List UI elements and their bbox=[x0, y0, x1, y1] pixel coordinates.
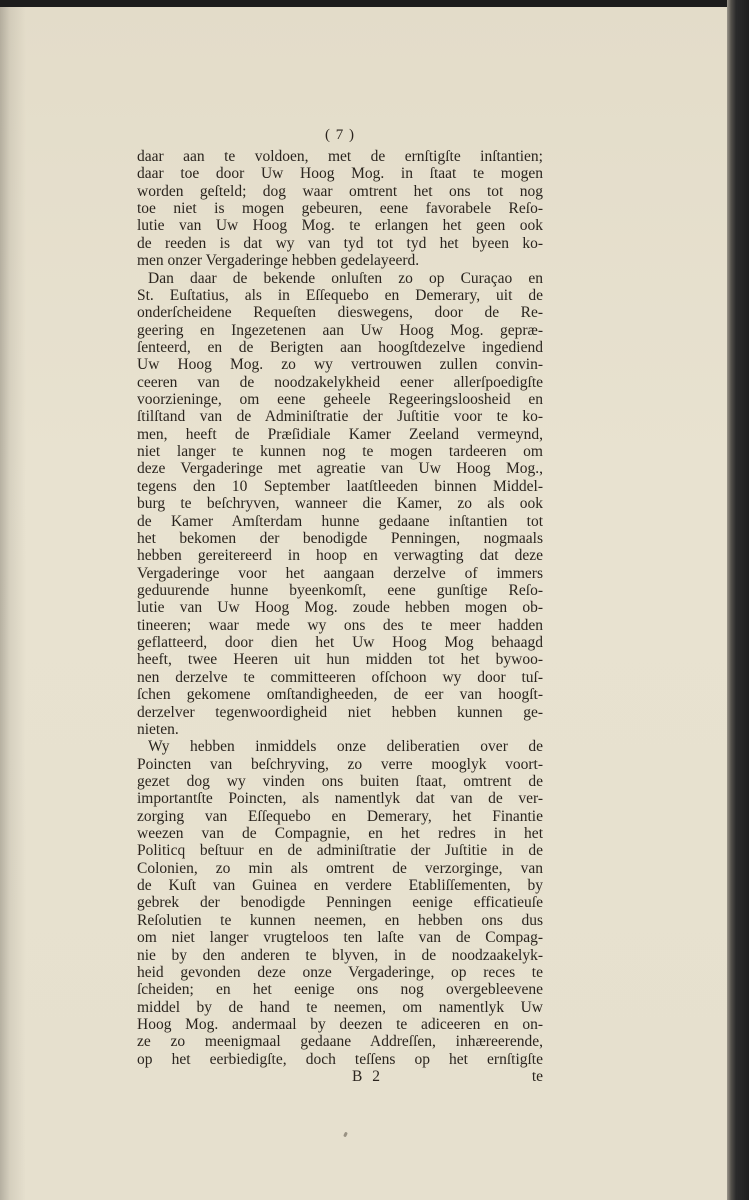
body-text bbox=[137, 148, 543, 1068]
text-line: lutie van Uw Hoog Mog. te erlangen het geen ook bbox=[137, 217, 543, 235]
text-line: tegens den 10 September laatſtleeden binnen Middel- bbox=[137, 477, 543, 495]
text-line: om niet langer vrugteloos ten laſte van de Compag- bbox=[137, 929, 543, 947]
text-line: Vergaderinge voor het aangaan derzelve of immers bbox=[137, 564, 543, 582]
text-line: St. Euſtatius, als in Eſſequebo en Demerary, uit de bbox=[137, 286, 543, 304]
text-line: lutie van Uw Hoog Mog. zoude hebben mogen ob- bbox=[137, 599, 543, 617]
text-line: Politicq beſtuur en de adminiſtratie der Juſtitie in de bbox=[137, 842, 543, 860]
text-line: toe niet is mogen gebeuren, eene favorabele Reſo- bbox=[137, 200, 543, 218]
text-line: ceeren van de noodzakelykheid eener allerſpoedigſte bbox=[137, 373, 543, 391]
text-line: Poincten van beſchryving, zo verre mooglyk voort- bbox=[137, 755, 543, 773]
signature-mark: B 2 bbox=[352, 1068, 383, 1085]
text-line: heeft, twee Heeren uit hun midden tot het bywoo- bbox=[137, 651, 543, 669]
text-line: daar toe door Uw Hoog Mog. in ſtaat te mogen bbox=[137, 165, 543, 183]
text-line: men onzer Vergaderinge hebben gedelayeerd. bbox=[137, 252, 420, 270]
text-line: voorzieninge, om eene geheele Regeeringsloosheid en bbox=[137, 391, 543, 409]
text-line: niet langer te kunnen nog te mogen tardeeren om bbox=[137, 443, 543, 461]
text-line: Dan daar de bekende onluſten zo op Curaçao en bbox=[148, 269, 543, 287]
text-line: de Kuſt van Guinea en verdere Etabliſſementen, by bbox=[137, 877, 543, 895]
text-line: middel by de hand te neemen, om namentlyk Uw bbox=[137, 998, 543, 1016]
text-line: ſtilſtand van de Adminiſtratie der Juſtitie voor te ko- bbox=[137, 408, 543, 426]
text-line: men, heeft de Præſidiale Kamer Zeeland vermeynd, bbox=[137, 425, 543, 443]
text-line: gebrek der benodigde Penningen eenige efficatieuſe bbox=[137, 894, 543, 912]
text-line: de Kamer Amſterdam hunne gedaane inſtantien tot bbox=[137, 512, 543, 530]
text-line: nieten. bbox=[137, 720, 179, 738]
scan-border-right bbox=[727, 0, 749, 1200]
text-line: Reſolutien te kunnen neemen, en hebben ons dus bbox=[137, 911, 543, 929]
text-line: heid gevonden deze onze Vergaderinge, op reces te bbox=[137, 963, 543, 981]
text-line: ze zo meenigmaal gedaane Addreſſen, inhæreerende, bbox=[137, 1033, 543, 1051]
text-line: importantſte Poincten, als namentlyk dat van de ver- bbox=[137, 790, 543, 808]
text-line: ſcheiden; en het eenige ons nog overgebleevene bbox=[137, 981, 543, 999]
page-number-header: ( 7 ) bbox=[325, 127, 355, 143]
text-line: weezen van de Compagnie, en het redres in het bbox=[137, 825, 543, 843]
text-line: ſenteerd, en de Berigten aan hoogſtdezelve ingediend bbox=[137, 338, 543, 356]
text-line: nie by den anderen te blyven, in de noodzaakelyk- bbox=[137, 946, 543, 964]
text-line: het bekomen der benodigde Penningen, nogmaals bbox=[137, 529, 543, 547]
text-line: deze Vergaderinge met agreatie van Uw Hoog Mog., bbox=[137, 460, 543, 478]
text-line: derzelver tegenwoordigheid niet hebben kunnen ge- bbox=[137, 703, 543, 721]
text-line: tineeren; waar mede wy ons des te meer hadden bbox=[137, 616, 543, 634]
text-line: geering en Ingezetenen aan Uw Hoog Mog. gepræ- bbox=[137, 321, 543, 339]
text-line: gezet dog wy vinden ons buiten ſtaat, omtrent de bbox=[137, 772, 543, 790]
scan-border-top bbox=[0, 0, 749, 7]
page-footer bbox=[137, 1068, 543, 1086]
text-line: op het eerbiedigſte, doch teſſens op het ernſtigſte bbox=[137, 1050, 543, 1068]
text-line: de reeden is dat wy van tyd tot tyd het byeen ko- bbox=[137, 234, 543, 252]
text-line: Colonien, zo min als omtrent de verzorginge, van bbox=[137, 859, 543, 877]
text-line: burg te beſchryven, wanneer die Kamer, zo als ook bbox=[137, 495, 543, 513]
text-line: onderſcheidene Requeſten dieswegens, door de Re- bbox=[137, 304, 543, 322]
text-line: worden geſteld; dog waar omtrent het ons tot nog bbox=[137, 182, 543, 200]
text-line: Uw Hoog Mog. zo wy vertrouwen zullen convin- bbox=[137, 356, 543, 374]
text-line: hebben gereitereerd in hoop en verwagting dat deze bbox=[137, 547, 543, 565]
text-line: Hoog Mog. andermaal by deezen te adiceeren en on- bbox=[137, 1015, 543, 1033]
text-line: nen derzelve te committeeren ofſchoon wy door tuſ- bbox=[137, 668, 543, 686]
text-line: Wy hebben inmiddels onze deliberatien over de bbox=[148, 738, 543, 756]
text-line: zorging van Eſſequebo en Demerary, het Finantie bbox=[137, 807, 543, 825]
paper-speck bbox=[343, 1132, 348, 1138]
catchword: te bbox=[531, 1068, 543, 1085]
text-line: daar aan te voldoen, met de ernſtigſte inſtantien; bbox=[137, 148, 543, 165]
text-line: geflatteerd, door dien het Uw Hoog Mog behaagd bbox=[137, 634, 543, 652]
text-line: ſchen gekomene omſtandigheeden, de eer van hoogſt- bbox=[137, 686, 543, 704]
text-line: geduurende hunne byeenkomſt, eene gunſtige Reſo- bbox=[137, 581, 543, 599]
